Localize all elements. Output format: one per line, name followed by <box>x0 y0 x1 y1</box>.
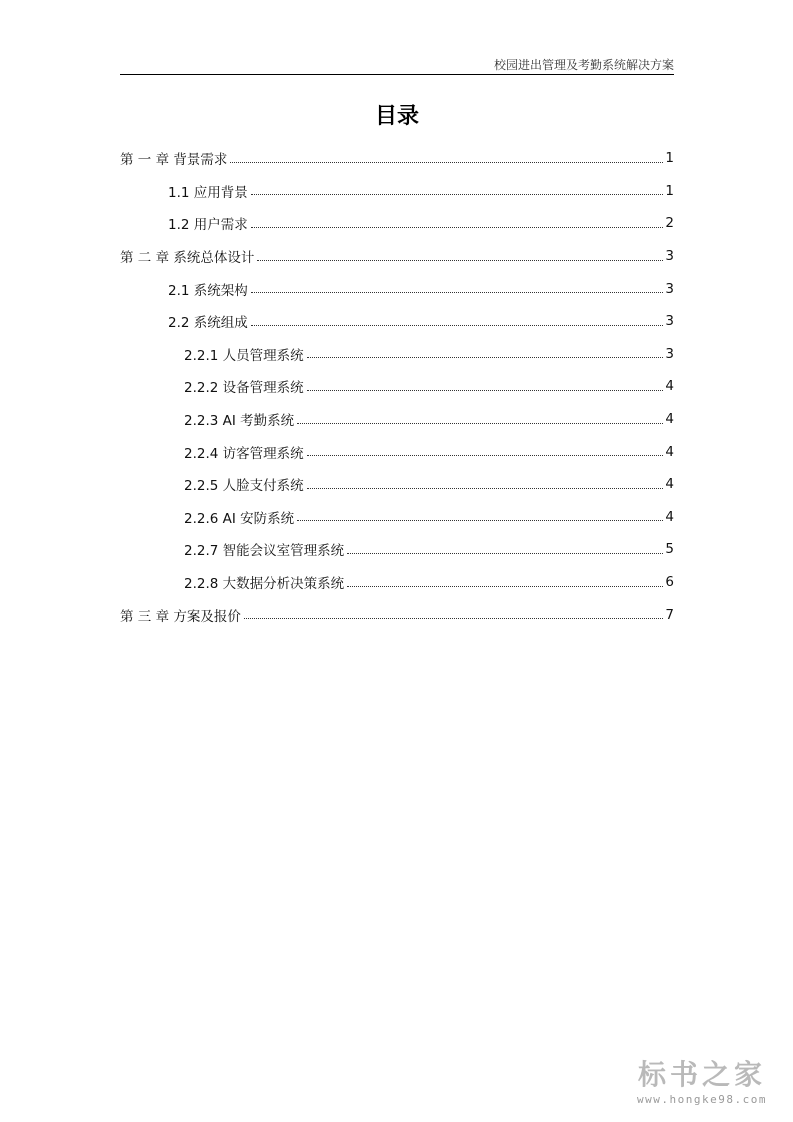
toc-entry-page: 3 <box>665 248 674 265</box>
toc-dot-leader <box>230 162 663 163</box>
toc-entry-page: 1 <box>665 182 674 199</box>
watermark-logo-text: 标书之家 <box>637 1058 766 1091</box>
toc-entry-page: 4 <box>665 411 674 428</box>
toc-entry-page: 3 <box>665 280 674 297</box>
toc-entry-2-1[interactable] <box>120 272 674 305</box>
table-of-contents <box>120 142 674 631</box>
toc-dot-leader <box>251 227 664 228</box>
toc-entry-label: 2.2.3 AI 考勤系统 <box>184 413 295 430</box>
toc-dot-leader <box>251 194 664 195</box>
toc-entry-2-2-1[interactable] <box>120 338 674 371</box>
watermark-logo <box>627 1058 777 1108</box>
toc-entry-page: 4 <box>665 378 674 395</box>
toc-entry-page: 1 <box>665 150 674 167</box>
toc-entry-label: 2.2.1 人员管理系统 <box>184 347 304 364</box>
watermark-url: www.hongke98.com <box>637 1093 767 1106</box>
toc-dot-leader <box>244 618 664 619</box>
toc-entry-label: 2.1 系统架构 <box>168 282 248 299</box>
toc-entry-2-2-7[interactable] <box>120 533 674 566</box>
toc-entry-chapter-2[interactable] <box>120 240 674 273</box>
toc-entry-page: 3 <box>665 313 674 330</box>
toc-dot-leader <box>297 520 663 521</box>
toc-entry-2-2-6[interactable] <box>120 501 674 534</box>
toc-entry-page: 4 <box>665 443 674 460</box>
toc-entry-2-2-2[interactable] <box>120 370 674 403</box>
header-divider <box>120 74 674 75</box>
toc-entry-page: 7 <box>665 606 674 623</box>
toc-entry-label: 2.2.2 设备管理系统 <box>184 380 304 397</box>
toc-entry-chapter-1[interactable] <box>120 142 674 175</box>
toc-dot-leader <box>257 260 663 261</box>
toc-entry-label: 2.2.8 大数据分析决策系统 <box>184 576 345 593</box>
toc-entry-label: 1.2 用户需求 <box>168 217 248 234</box>
toc-entry-2-2-3[interactable] <box>120 403 674 436</box>
toc-entry-label: 1.1 应用背景 <box>168 184 248 201</box>
toc-dot-leader <box>307 455 664 456</box>
toc-entry-1-1[interactable] <box>120 175 674 208</box>
toc-entry-page: 3 <box>665 345 674 362</box>
toc-entry-label: 2.2 系统组成 <box>168 315 248 332</box>
toc-entry-label: 第 一 章 背景需求 <box>120 152 228 169</box>
toc-dot-leader <box>251 292 664 293</box>
toc-title: 目录 <box>374 104 419 129</box>
toc-dot-leader <box>347 586 663 587</box>
toc-entry-chapter-3[interactable] <box>120 598 674 631</box>
toc-entry-page: 6 <box>665 574 674 591</box>
toc-entry-2-2-8[interactable] <box>120 566 674 599</box>
toc-entry-2-2-4[interactable] <box>120 435 674 468</box>
toc-entry-2-2-5[interactable] <box>120 468 674 501</box>
toc-dot-leader <box>307 488 664 489</box>
toc-entry-label: 2.2.4 访客管理系统 <box>184 445 304 462</box>
toc-entry-label: 第 二 章 系统总体设计 <box>120 250 255 267</box>
toc-entry-page: 2 <box>665 215 674 232</box>
toc-entry-2-2[interactable] <box>120 305 674 338</box>
toc-dot-leader <box>307 357 664 358</box>
toc-entry-label: 2.2.6 AI 安防系统 <box>184 510 295 527</box>
toc-dot-leader <box>297 423 663 424</box>
toc-entry-page: 4 <box>665 476 674 493</box>
toc-entry-1-2[interactable] <box>120 207 674 240</box>
toc-entry-label: 第 三 章 方案及报价 <box>120 608 241 625</box>
toc-entry-label: 2.2.7 智能会议室管理系统 <box>184 543 345 560</box>
toc-entry-page: 4 <box>665 508 674 525</box>
toc-dot-leader <box>307 390 664 391</box>
toc-entry-label: 2.2.5 人脸支付系统 <box>184 478 304 495</box>
toc-dot-leader <box>347 553 663 554</box>
toc-dot-leader <box>251 325 664 326</box>
toc-entry-page: 5 <box>665 541 674 558</box>
running-header-title: 校园进出管理及考勤系统解决方案 <box>493 58 674 72</box>
